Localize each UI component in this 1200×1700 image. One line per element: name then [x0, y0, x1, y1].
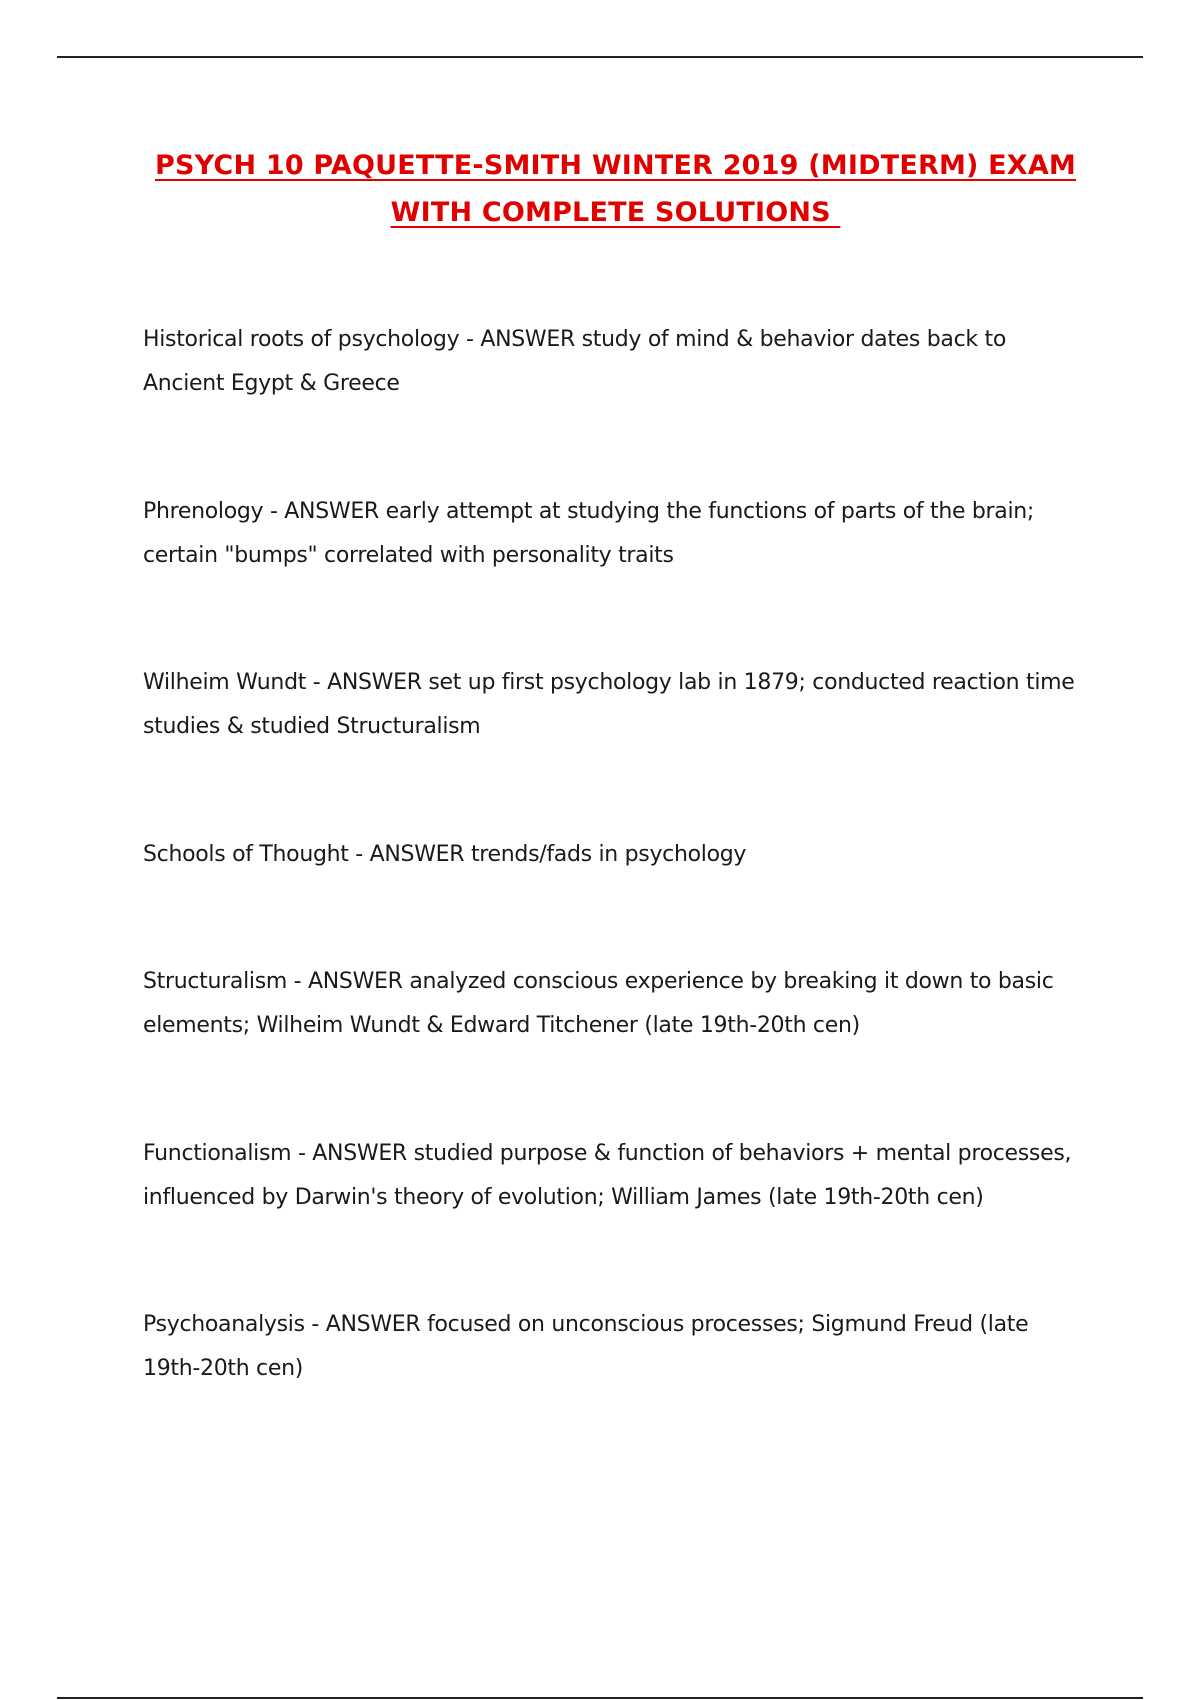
qa-line: Wilheim Wundt - ANSWER set up first psychology lab in 1879; conducted reaction time — [143, 670, 1075, 695]
qa-line: Structuralism - ANSWER analyzed conscious experience by breaking it down to basic — [143, 969, 1054, 994]
qa-entry-wilheim-wundt — [143, 661, 1093, 749]
qa-line: Ancient Egypt & Greece — [143, 371, 400, 396]
qa-line: elements; Wilheim Wundt & Edward Titchener (late 19th-20th cen) — [143, 1013, 860, 1038]
qa-line: Phrenology - ANSWER early attempt at studying the functions of parts of the brain; — [143, 499, 1035, 524]
title-line: WITH COMPLETE SOLUTIONS — [390, 197, 841, 228]
qa-line: Psychoanalysis - ANSWER focused on unconscious processes; Sigmund Freud (late — [143, 1312, 1029, 1337]
qa-line: Schools of Thought - ANSWER trends/fads in psychology — [143, 842, 747, 867]
title-line: PSYCH 10 PAQUETTE-SMITH WINTER 2019 (MIDTERM) EXAM — [155, 150, 1076, 181]
qa-entry-structuralism — [143, 960, 1093, 1048]
qa-entry-psychoanalysis — [143, 1303, 1093, 1391]
qa-line: studies & studied Structuralism — [143, 714, 481, 739]
qa-line: certain "bumps" correlated with personality traits — [143, 543, 674, 568]
top-rule — [57, 56, 1143, 58]
qa-line: Functionalism - ANSWER studied purpose & function of behaviors + mental processes, — [143, 1141, 1072, 1166]
bottom-rule — [57, 1697, 1143, 1699]
qa-entry-historical-roots — [143, 318, 1093, 406]
qa-entry-phrenology — [143, 490, 1093, 578]
qa-entry-functionalism — [143, 1132, 1093, 1220]
qa-line: Historical roots of psychology - ANSWER study of mind & behavior dates back to — [143, 327, 1007, 352]
document-title — [120, 142, 1111, 236]
qa-line: 19th-20th cen) — [143, 1356, 304, 1381]
qa-line: influenced by Darwin's theory of evolution; William James (late 19th-20th cen) — [143, 1185, 984, 1210]
qa-entry-schools-of-thought — [143, 833, 1093, 877]
